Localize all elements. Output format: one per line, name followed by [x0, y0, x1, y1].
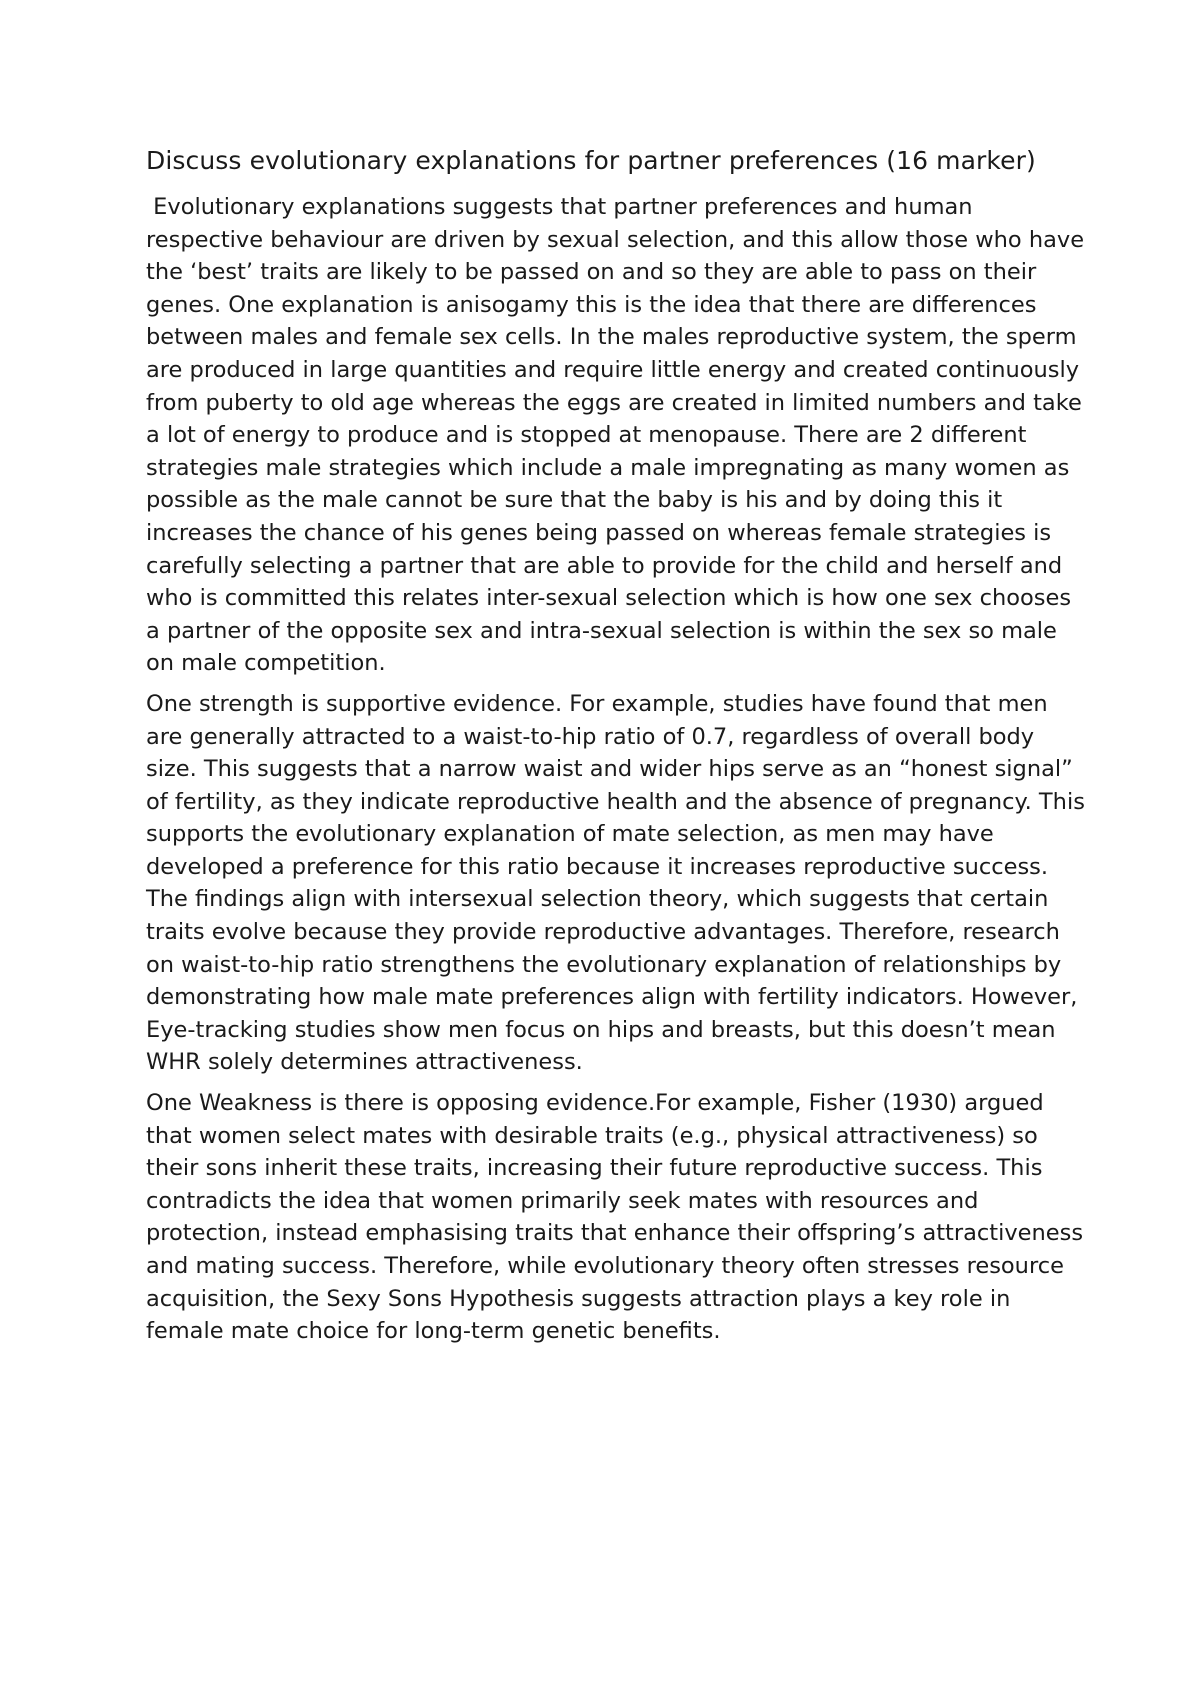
document-body: [146, 142, 1086, 1356]
paragraph-introduction: Evolutionary explanations suggests that partner preferences and human respective behaviour are driven by sexual selection, and this allow those who have the ‘best’ traits are likely to be passed on and so they are able to pass on their genes. One explanation is anisogamy this is the idea that there are differences between males and female sex cells. In the males reproductive system, the sperm are produced in large quantities and require little energy and created continuously from puberty to old age whereas the eggs are created in limited numbers and take a lot of energy to produce and is stopped at menopause. There are 2 different strategies male strategies which include a male impregnating as many women as possible as the male cannot be sure that the baby is his and by doing this it increases the chance of his genes being passed on whereas female strategies is carefully selecting a partner that are able to provide for the child and herself and who is committed this relates inter-sexual selection which is how one sex chooses a partner of the opposite sex and intra-sexual selection is within the sex so male on male competition.: [146, 194, 1085, 677]
paragraph-weakness: One Weakness is there is opposing evidence.For example, Fisher (1930) argued that women select mates with desirable traits (e.g., physical attractiveness) so their sons inherit these traits, increasing their future reproductive success. This contradicts the idea that women primarily seek mates with resources and protection, instead emphasising traits that enhance their offspring’s attractiveness and mating success. Therefore, while evolutionary theory often stresses resource acquisition, the Sexy Sons Hypothesis suggests attraction plays a key role in female mate choice for long-term genetic benefits.: [146, 1090, 1084, 1345]
essay-title: Discuss evolutionary explanations for partner preferences (16 marker): [146, 146, 1036, 175]
paragraph-strength: One strength is supportive evidence. For example, studies have found that men are generally attracted to a waist-to-hip ratio of 0.7, regardless of overall body size. This suggests that a narrow waist and wider hips serve as an “honest signal” of fertility, as they indicate reproductive health and the absence of pregnancy. This supports the evolutionary explanation of mate selection, as men may have developed a preference for this ratio because it increases reproductive success. The findings align with intersexual selection theory, which suggests that certain traits evolve because they provide reproductive advantages. Therefore, research on waist-to-hip ratio strengthens the evolutionary explanation of relationships by demonstrating how male mate preferences align with fertility indicators. However, Eye-tracking studies show men focus on hips and breasts, but this doesn’t mean WHR solely determines attractiveness.: [146, 690, 1085, 1076]
